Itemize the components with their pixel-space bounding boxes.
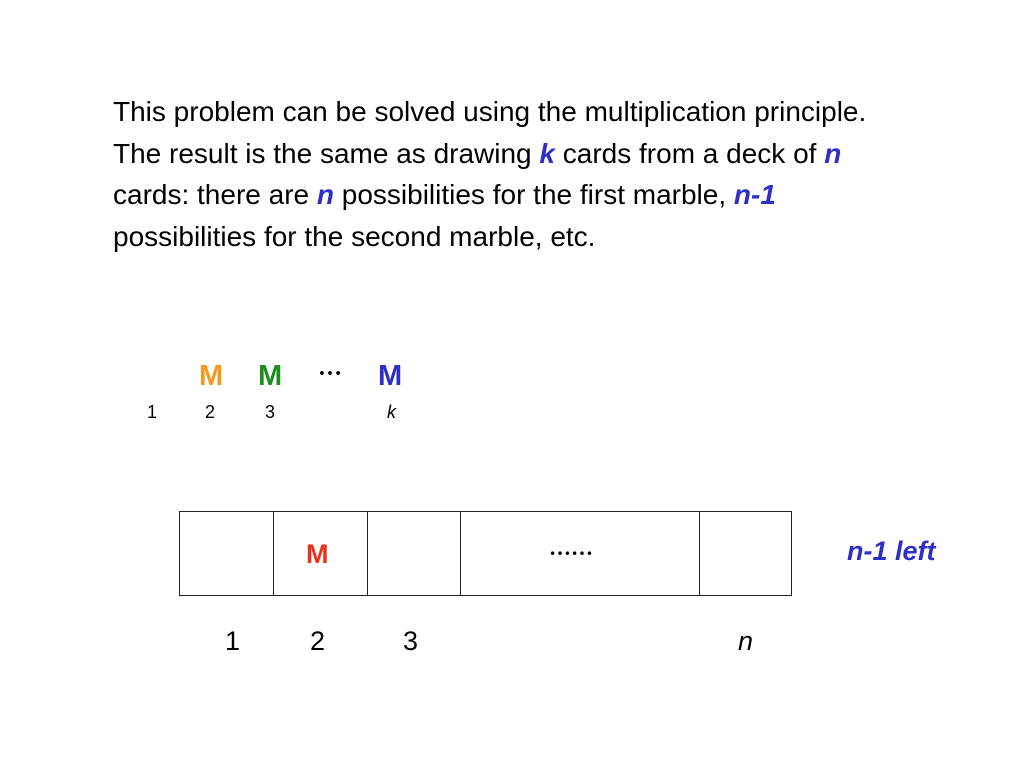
draw-position-3: 3 [265, 402, 276, 422]
marble-2: M [199, 360, 224, 392]
slot-divider [460, 511, 461, 596]
slot-divider [699, 511, 700, 596]
variable-k: k [539, 137, 555, 169]
slot-divider [273, 511, 274, 596]
slot-position-3: 3 [403, 626, 419, 656]
slot-ellipsis: …… [549, 535, 593, 560]
marble-ellipsis: … [318, 355, 342, 381]
slot-position-1: 1 [225, 626, 241, 656]
variable-n: n [824, 137, 842, 169]
explanation-text-5: possibilities for the second marble, etc. [113, 220, 596, 252]
explanation-text-1: This problem can be solved using the multiplication principle. The result is the same as drawing [113, 96, 867, 169]
slot-position-2: 2 [310, 626, 326, 656]
slot-divider [367, 511, 368, 596]
draw-position-1: 1 [147, 402, 158, 422]
explanation-text-4: possibilities for the first marble, [333, 179, 734, 210]
draw-position-k: k [387, 402, 396, 422]
explanation-paragraph [113, 91, 913, 257]
slot-position-n: n [738, 626, 754, 656]
explanation-text-3: cards: there are [113, 179, 317, 210]
variable-n-minus-1: n-1 [733, 179, 776, 210]
marble-3: M [258, 360, 283, 392]
explanation-text-2: cards from a deck of [555, 137, 825, 169]
slot-2-marble: M [306, 539, 329, 569]
remaining-label: n-1 left [847, 536, 936, 566]
draw-position-2: 2 [205, 402, 216, 422]
marble-k: M [378, 360, 403, 392]
slot-row [179, 511, 792, 596]
variable-n: n [316, 179, 334, 210]
